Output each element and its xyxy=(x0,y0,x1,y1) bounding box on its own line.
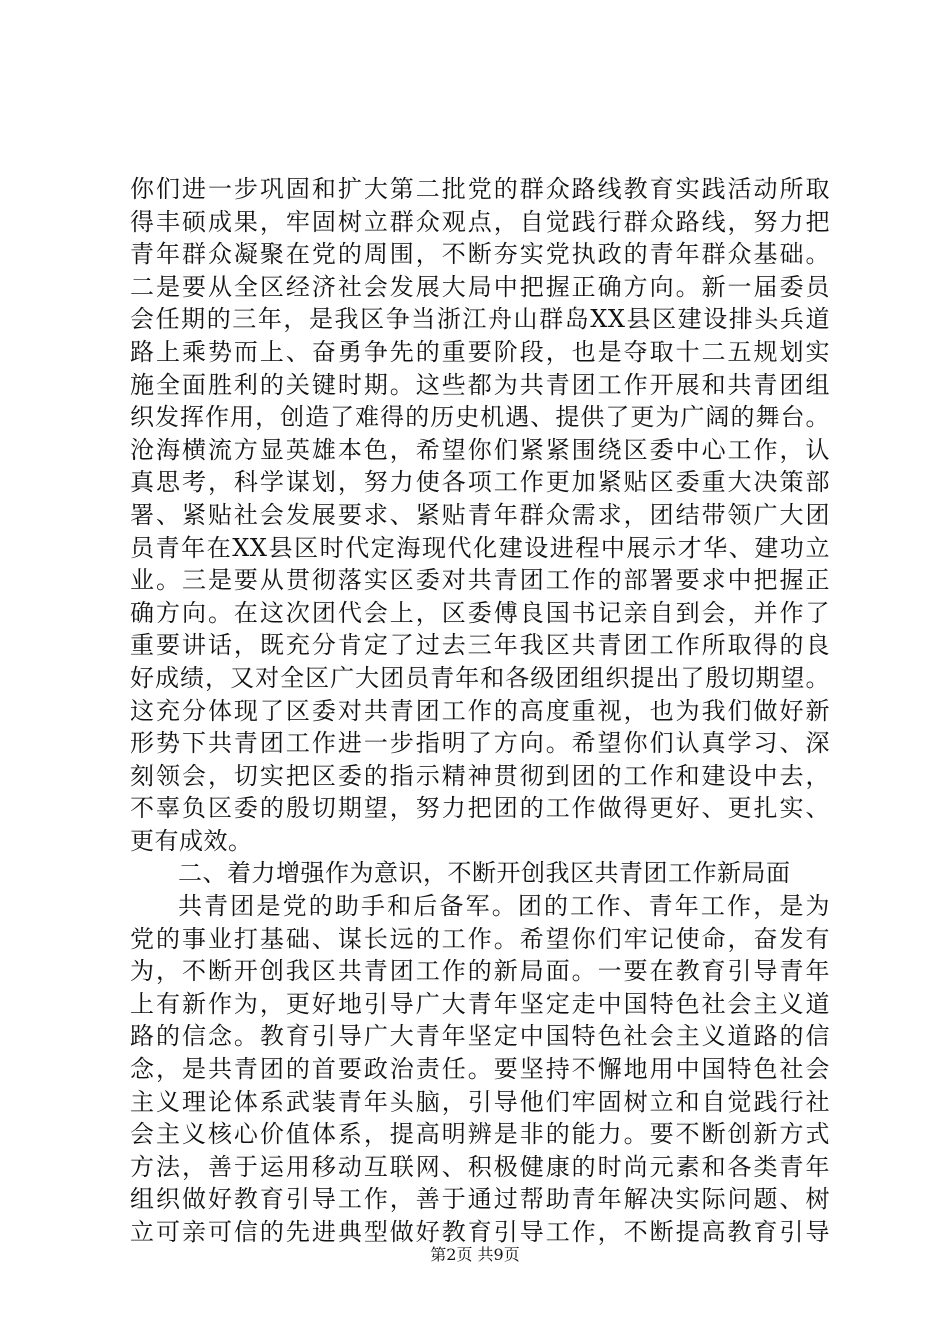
text-line: 沧海横流方显英雄本色，希望你们紧紧围绕区委中心工作，认 xyxy=(130,435,830,464)
text-line: 你们进一步巩固和扩大第二批党的群众路线教育实践活动所取 xyxy=(130,175,830,203)
paragraph-line: 为，不断开创我区共青团工作的新局面。一要在教育引导青年 xyxy=(130,957,830,986)
paragraph-line: 念，是共青团的首要政治责任。要坚持不懈地用中国特色社会 xyxy=(130,1055,830,1084)
text-line: 路上乘势而上、奋勇争先的重要阶段，也是夺取十二五规划实 xyxy=(130,337,830,366)
text-line: 会任期的三年，是我区争当浙江舟山群岛XX县区建设排头兵道 xyxy=(130,305,830,334)
paragraph-line: 组织做好教育引导工作，善于通过帮助青年解决实际问题、树 xyxy=(130,1185,830,1214)
text-line: 青年群众凝聚在党的周围，不断夯实党执政的青年群众基础。 xyxy=(130,240,830,269)
paragraph-line: 路的信念。教育引导广大青年坚定中国特色社会主义道路的信 xyxy=(130,1022,830,1051)
text-line: 署、紧贴社会发展要求、紧贴青年群众需求，团结带领广大团 xyxy=(130,500,830,529)
page-number-footer: 第2页 共9页 xyxy=(430,1245,520,1264)
paragraph-line: 立可亲可信的先进典型做好教育引导工作，不断提高教育引导 xyxy=(130,1218,830,1246)
document-body xyxy=(130,173,830,1249)
text-line: 这充分体现了区委对共青团工作的高度重视，也为我们做好新 xyxy=(130,696,830,725)
text-line: 重要讲话，既充分肯定了过去三年我区共青团工作所取得的良 xyxy=(130,631,830,660)
text-line: 好成绩，又对全区广大团员青年和各级团组织提出了殷切期望。 xyxy=(130,663,830,692)
paragraph-line: 上有新作为，更好地引导广大青年坚定走中国特色社会主义道 xyxy=(130,989,830,1018)
paragraph-line: 党的事业打基础、谋长远的工作。希望你们牢记使命，奋发有 xyxy=(130,924,830,953)
text-line: 更有成效。 xyxy=(130,826,253,855)
text-line: 确方向。在这次团代会上，区委傅良国书记亲自到会，并作了 xyxy=(130,598,830,627)
text-line: 织发挥作用，创造了难得的历史机遇、提供了更为广阔的舞台。 xyxy=(130,403,830,432)
text-line: 员青年在XX县区时代定海现代化建设进程中展示才华、建功立 xyxy=(130,533,830,562)
text-line: 真思考，科学谋划，努力使各项工作更加紧贴区委重大决策部 xyxy=(130,468,830,497)
section-heading: 二、着力增强作为意识，不断开创我区共青团工作新局面 xyxy=(178,859,791,888)
text-line: 形势下共青团工作进一步指明了方向。希望你们认真学习、深 xyxy=(130,729,830,758)
text-line: 刻领会，切实把区委的指示精神贯彻到团的工作和建设中去， xyxy=(130,761,830,790)
text-line: 业。三是要从贯彻落实区委对共青团工作的部署要求中把握正 xyxy=(130,566,830,595)
text-line: 施全面胜利的关键时期。这些都为共青团工作开展和共青团组 xyxy=(130,370,830,399)
paragraph-line: 主义理论体系武装青年头脑，引导他们牢固树立和自觉践行社 xyxy=(130,1087,830,1116)
paragraph-line: 共青团是党的助手和后备军。团的工作、青年工作，是为 xyxy=(178,892,830,921)
text-line: 二是要从全区经济社会发展大局中把握正确方向。新一届委员 xyxy=(130,272,830,301)
text-line: 得丰硕成果，牢固树立群众观点，自觉践行群众路线，努力把 xyxy=(130,207,830,236)
text-line: 不辜负区委的殷切期望，努力把团的工作做得更好、更扎实、 xyxy=(130,794,830,823)
paragraph-line: 方法，善于运用移动互联网、积极健康的时尚元素和各类青年 xyxy=(130,1152,830,1181)
paragraph-line: 会主义核心价值体系，提高明辨是非的能力。要不断创新方式 xyxy=(130,1120,830,1149)
